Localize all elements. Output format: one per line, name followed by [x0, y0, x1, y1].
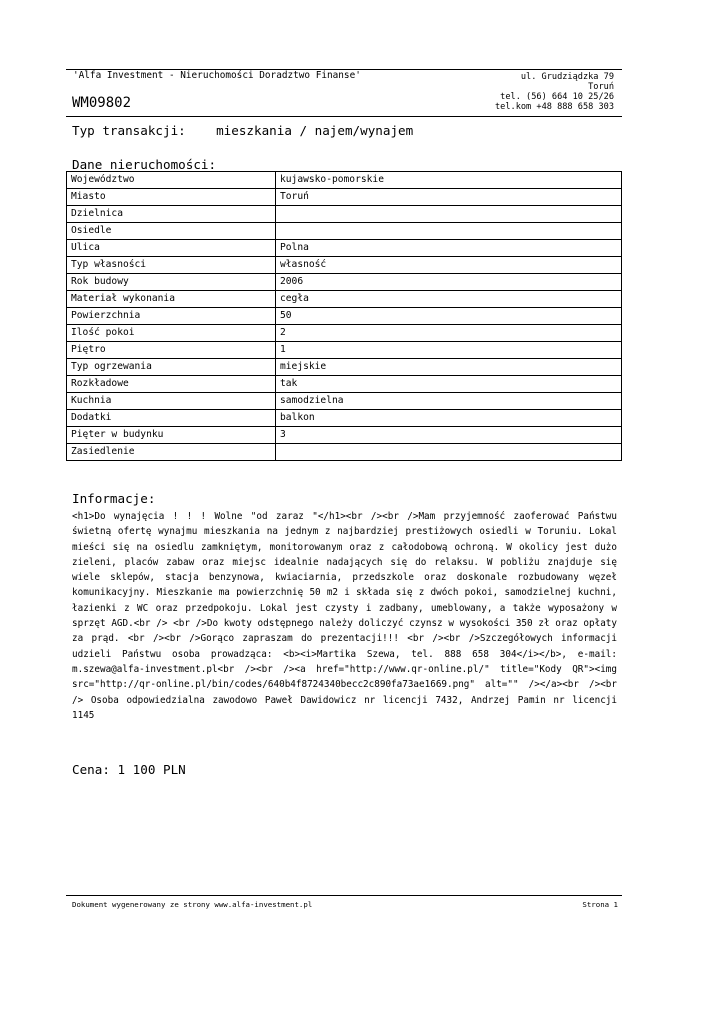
property-row [67, 376, 622, 393]
property-label: Kuchnia [67, 393, 276, 410]
price: Cena: 1 100 PLN [72, 762, 186, 777]
property-label: Materiał wykonania [67, 291, 276, 308]
info-text: <h1>Do wynajęcia ! ! ! Wolne "od zaraz "</h1><br /><br />Mam przyjemność zaoferować Państwu świetną ofertę wynajmu mieszkania na jednym z najbardziej prestiżowych osiedli w Toruniu. Lokal mieści się na osiedlu zamkniętym, monitorowanym oraz z całodobową ochroną. W okolicy jest dużo zieleni, placów zabaw oraz miejsc idealnie nadających się do relaksu. W pobliżu znajduje się wiele sklepów, stacja benzynowa, kwiaciarnia, przedszkole oraz doskonale rozbudowany węzeł komunikacyjny. Mieszkanie ma powierzchnię 50 m2 i składa się z dwóch pokoi, samodzielnej kuchni, łazienki z WC oraz przedpokoju. Lokal jest czysty i zadbany, umeblowany, a także wyposażony w sprzęt AGD.<br /> <br />Do kwoty odstępnego należy doliczyć czynsz w wysokości 350 zł oraz opłaty za prąd. <br /><br />Gorąco zapraszam do prezentacji!!! <br /><br />Szczegółowych informacji udzieli Państwu osoba prowadząca: <b><i>Martika Szewa, tel. 888 658 304</i></b>, e-mail: m.szewa@alfa-investment.pl<br /><br /><a href="http://www.qr-online.pl/" title="Kody QR"><img src="http://qr-online.pl/bin/codes/640b4f8724340becc2c890fa73ae1669.png" alt="" /></a><br /><br /> Osoba odpowiedzialna zawodowo Paweł Dawidowicz nr licencji 7432, Andrzej Pamin nr licencji 1145 [72, 511, 617, 721]
address-street: ul. Grudziądzka 79 [520, 72, 614, 82]
address-city: Toruń [588, 82, 614, 92]
property-value: Polna [276, 240, 622, 257]
transaction-type [72, 123, 413, 138]
property-label: Powierzchnia [67, 308, 276, 325]
property-row [67, 240, 622, 257]
property-value [276, 223, 622, 240]
property-row [67, 189, 622, 206]
footer-page-number: Strona 1 [582, 900, 618, 909]
property-label: Dzielnica [67, 206, 276, 223]
footer-rule [66, 895, 622, 896]
listing-reference: WM09802 [72, 95, 132, 111]
property-label: Rozkładowe [67, 376, 276, 393]
property-value: 3 [276, 427, 622, 444]
transaction-label: Typ transakcji: [72, 123, 186, 138]
property-row [67, 342, 622, 359]
property-value: 1 [276, 342, 622, 359]
property-label: Miasto [67, 189, 276, 206]
property-label: Typ ogrzewania [67, 359, 276, 376]
property-value: 2006 [276, 274, 622, 291]
address-phone: tel. (56) 664 10 25/26 [500, 92, 614, 102]
info-heading: Informacje: [72, 491, 156, 506]
property-value: miejskie [276, 359, 622, 376]
property-value: tak [276, 376, 622, 393]
property-value: 50 [276, 308, 622, 325]
property-label: Osiedle [67, 223, 276, 240]
property-value: cegła [276, 291, 622, 308]
property-row [67, 257, 622, 274]
company-name: 'Alfa Investment - Nieruchomości Doradztwo Finanse' [73, 70, 361, 81]
property-row [67, 393, 622, 410]
header-bottom-rule [66, 116, 622, 117]
property-label: Dodatki [67, 410, 276, 427]
properties-heading: Dane nieruchomości: [72, 157, 217, 172]
properties-table [66, 171, 622, 461]
property-value: 2 [276, 325, 622, 342]
property-label: Rok budowy [67, 274, 276, 291]
property-row [67, 359, 622, 376]
property-label: Typ własności [67, 257, 276, 274]
property-row [67, 291, 622, 308]
property-value [276, 206, 622, 223]
property-row [67, 308, 622, 325]
property-row [67, 172, 622, 189]
property-row [67, 325, 622, 342]
property-row [67, 206, 622, 223]
property-value: balkon [276, 410, 622, 427]
property-label: Pięter w budynku [67, 427, 276, 444]
property-row [67, 223, 622, 240]
property-row [67, 444, 622, 461]
property-value: kujawsko-pomorskie [276, 172, 622, 189]
property-label: Zasiedlenie [67, 444, 276, 461]
company-address [495, 72, 614, 112]
property-value: samodzielna [276, 393, 622, 410]
property-label: Województwo [67, 172, 276, 189]
property-label: Ilość pokoi [67, 325, 276, 342]
property-label: Ulica [67, 240, 276, 257]
property-row [67, 274, 622, 291]
property-value: własność [276, 257, 622, 274]
property-label: Piętro [67, 342, 276, 359]
footer-source: Dokument wygenerowany ze strony www.alfa-investment.pl [72, 900, 313, 909]
address-mobile: tel.kom +48 888 658 303 [495, 102, 614, 112]
property-row [67, 427, 622, 444]
property-value [276, 444, 622, 461]
property-row [67, 410, 622, 427]
property-value: Toruń [276, 189, 622, 206]
transaction-value: mieszkania / najem/wynajem [216, 123, 414, 138]
